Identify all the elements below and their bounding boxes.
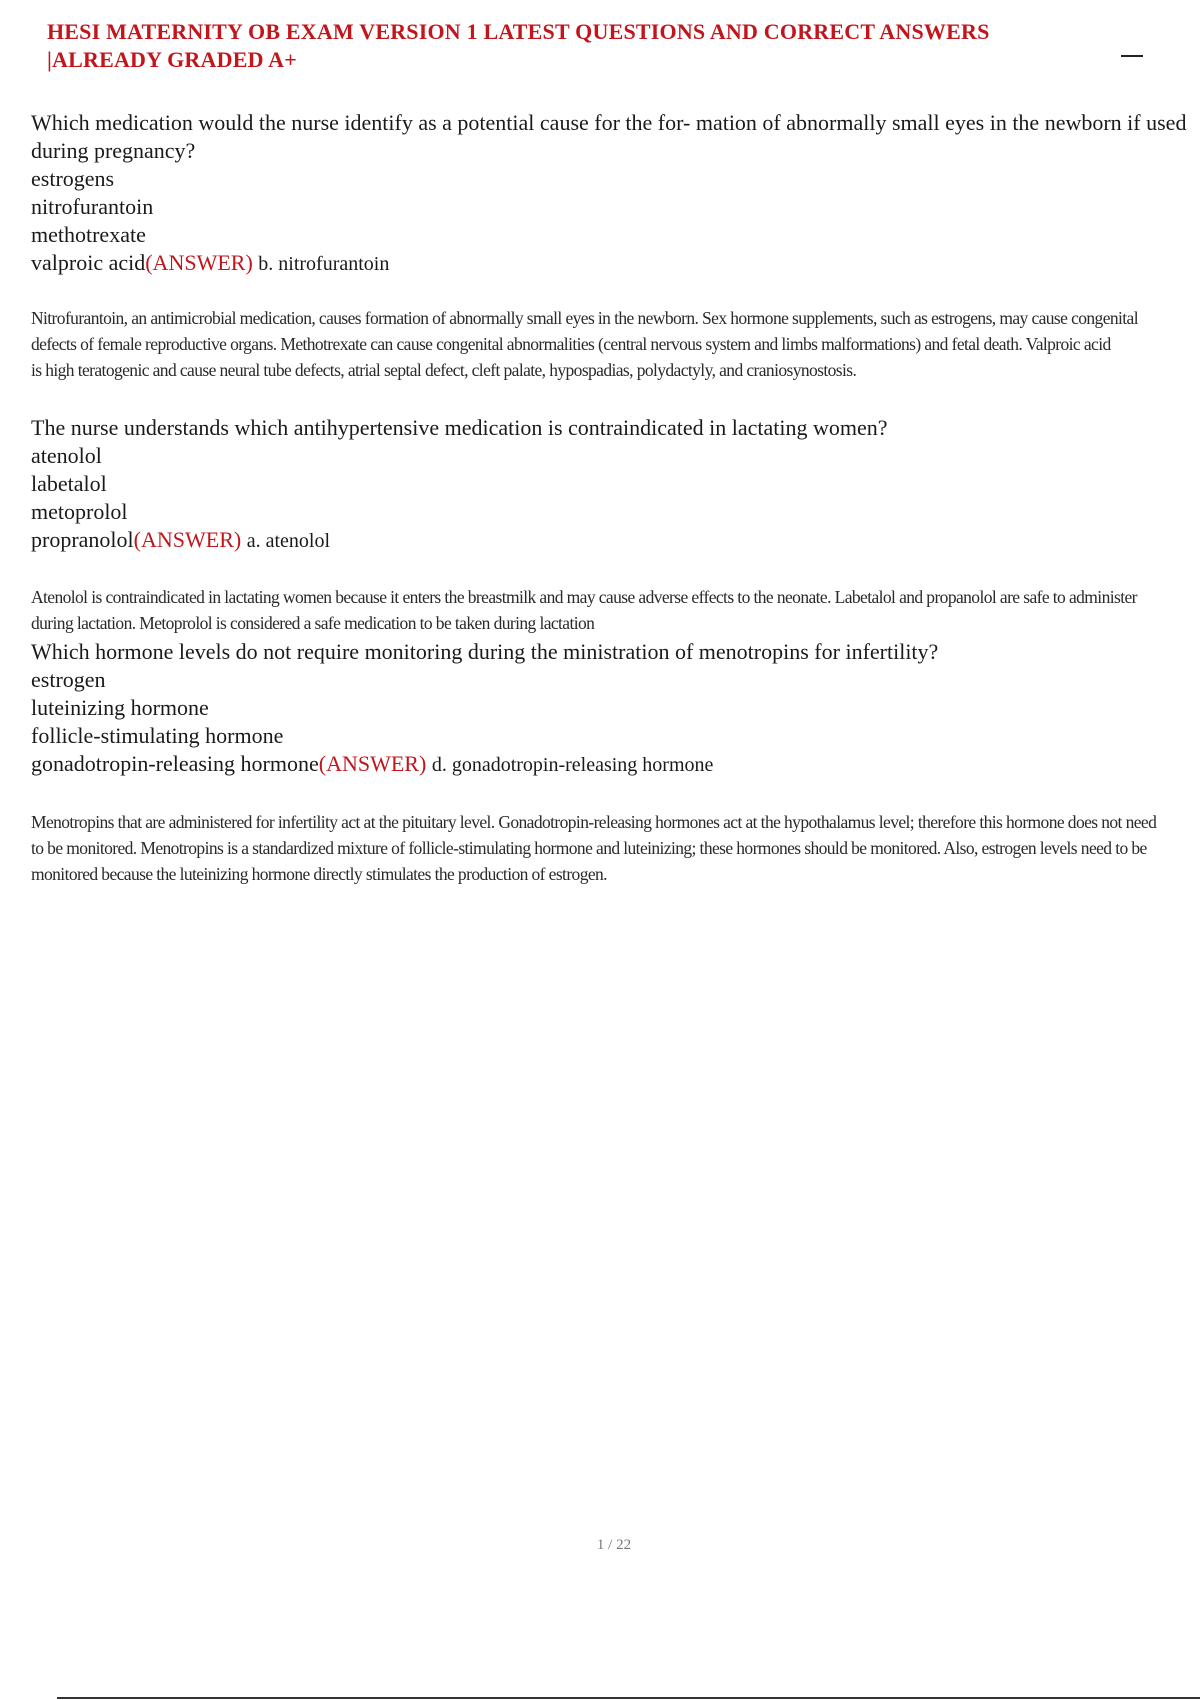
rationale-line: is high teratogenic and cause neural tube defects, atrial septal defect, cleft palate, hypospadias, polydactyly, and craniosynostosis.: [31, 360, 857, 380]
page-bottom-divider: [57, 1697, 1200, 1699]
question-text: Which hormone levels do not require monitoring during the ministration of menotropins for infertility?: [31, 639, 939, 664]
answer-option-last: [31, 750, 1200, 779]
rationale-line: monitored because the luteinizing hormone directly stimulates the production of estrogen.: [31, 864, 607, 884]
rationale-line: Menotropins that are administered for infertility act at the pituitary level. Gonadotropin-releasing hormones act at the hypothalamus level; therefore this hormone does not need: [31, 812, 1157, 832]
rationale-block-1: [31, 305, 1200, 383]
rationale-line: during lactation. Metoprolol is considered a safe medication to be taken during lactation: [31, 613, 595, 633]
answer-option-last: [31, 249, 1200, 278]
answer-option: nitrofurantoin: [31, 194, 154, 219]
document-title: HESI MATERNITY OB EXAM VERSION 1 LATEST QUESTIONS AND CORRECT ANSWERS |ALREADY GRADED A+: [47, 19, 990, 72]
rationale-line: defects of female reproductive organs. Methotrexate can cause congenital abnormalities (central nervous system and limbs malformations) and fetal death. Valproic acid: [31, 334, 1111, 354]
answer-option: atenolol: [31, 443, 102, 468]
rationale-block-3: [31, 809, 1200, 887]
answer-option: follicle-stimulating hormone: [31, 723, 284, 748]
correct-answer: a. atenolol: [246, 530, 331, 552]
question-text: The nurse understands which antihypertensive medication is contraindicated in lactating women?: [31, 415, 888, 440]
rationale-line: to be monitored. Menotropins is a standardized mixture of follicle-stimulating hormone and luteinizing; these hormones should be monitored. Also, estrogen levels need to be: [31, 838, 1147, 858]
answer-tag: (ANSWER): [145, 250, 253, 275]
answer-tag: (ANSWER): [133, 527, 242, 552]
rationale-block-2: [31, 584, 1200, 636]
answer-option: methotrexate: [31, 222, 146, 247]
question-block-3: [31, 638, 1200, 779]
rationale-line: Nitrofurantoin, an antimicrobial medication, causes formation of abnormally small eyes in the newborn. Sex hormone supplements, such as estrogens, may cause congenital: [31, 308, 1138, 328]
answer-option: metoprolol: [31, 499, 128, 524]
question-text: Which medication would the nurse identify as a potential cause for the for- mation of abnormally small eyes in the newborn if used during pregnancy?: [31, 110, 1187, 163]
title-dash-mark: [1121, 55, 1143, 57]
rationale-line: Atenolol is contraindicated in lactating women because it enters the breastmilk and may cause adverse effects to the neonate. Labetalol and propanolol are safe to administer: [31, 587, 1137, 607]
answer-option: valproic acid: [31, 250, 146, 275]
answer-option-last: [31, 526, 1200, 555]
page-number: 1 / 22: [596, 1537, 632, 1553]
answer-tag: (ANSWER): [318, 751, 427, 776]
question-block-2: [31, 414, 1200, 555]
answer-option: estrogens: [31, 166, 115, 191]
correct-answer: b. nitrofurantoin: [258, 253, 390, 275]
answer-option: gonadotropin-releasing hormone: [31, 751, 319, 776]
answer-option: propranolol: [31, 527, 134, 552]
answer-option: luteinizing hormone: [31, 695, 209, 720]
correct-answer: d. gonadotropin-releasing hormone: [431, 754, 714, 776]
answer-option: labetalol: [31, 471, 107, 496]
answer-option: estrogen: [31, 667, 106, 692]
question-block-1: [31, 109, 1200, 278]
